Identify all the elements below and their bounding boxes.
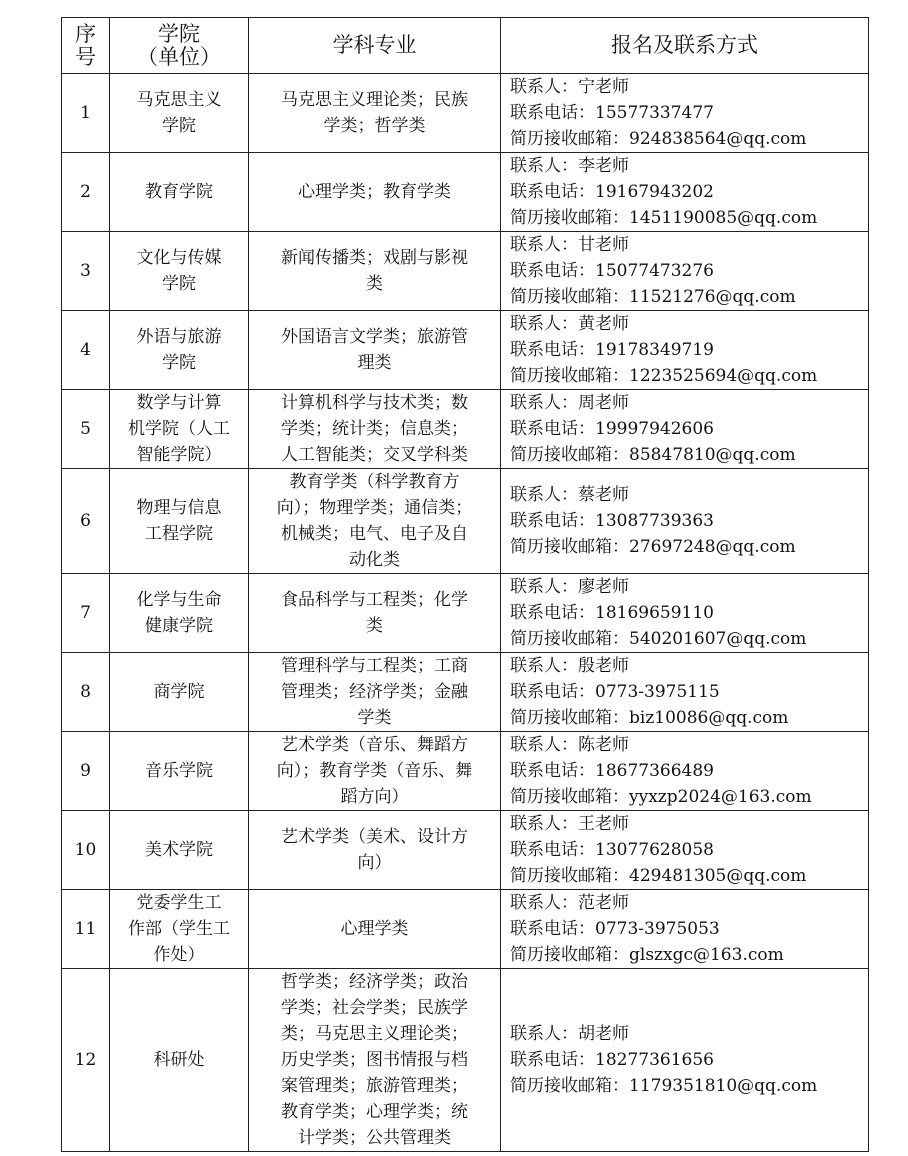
college-line: 健康学院 (145, 616, 213, 636)
contact-cell (501, 890, 869, 969)
contact-line: 联系人：李老师 (510, 156, 629, 176)
contact-line: 简历接收邮箱：85847810@qq.com (510, 445, 796, 465)
contact-line: 联系人：宁老师 (510, 77, 629, 97)
major-line: 外国语言文学类；旅游管 (281, 327, 468, 347)
row-number: 9 (62, 732, 110, 811)
major-line: 人工智能类；交叉学科类 (281, 445, 468, 465)
college-line: 作部（学生工 (128, 919, 230, 939)
major-line: 管理类；经济学类；金融 (281, 682, 468, 702)
college-line: 文化与传媒 (136, 248, 222, 268)
major-line: 学类；哲学类 (323, 116, 426, 136)
college-line: 学院 (162, 274, 196, 294)
row-number: 7 (62, 574, 110, 653)
contact-line: 联系人：胡老师 (510, 1024, 629, 1044)
table-row (62, 890, 869, 969)
college-cell (110, 232, 249, 311)
college-cell (110, 390, 249, 469)
major-line: 艺术学类（音乐、舞蹈方 (281, 735, 468, 755)
college-cell (110, 469, 249, 574)
major-cell (249, 574, 501, 653)
college-cell (110, 311, 249, 390)
header-college-line: （单位） (137, 44, 221, 69)
major-line: 学类；统计类；信息类； (281, 419, 468, 439)
contact-line: 联系电话：18277361656 (510, 1050, 714, 1070)
row-number: 4 (62, 311, 110, 390)
major-cell (249, 969, 501, 1152)
major-line: 心理学类；教育学类 (298, 182, 451, 202)
contact-line: 简历接收邮箱：924838564@qq.com (510, 129, 807, 149)
major-cell (249, 232, 501, 311)
major-line: 计算机科学与技术类；数 (281, 393, 468, 413)
major-line: 向）；教育学类（音乐、舞 (276, 761, 473, 781)
college-cell (110, 732, 249, 811)
major-line: 理类 (357, 353, 392, 373)
major-cell (249, 811, 501, 890)
contact-line: 联系电话：15077473276 (510, 261, 714, 281)
contact-line: 简历接收邮箱：glszxgc@163.com (510, 945, 784, 965)
contact-line: 联系人：范老师 (510, 893, 629, 913)
major-line: 案管理类；旅游管理类； (281, 1076, 468, 1096)
major-line: 食品科学与工程类；化学 (281, 590, 468, 610)
college-line: 科研处 (153, 1050, 205, 1070)
contact-line: 简历接收邮箱：1223525694@qq.com (510, 366, 818, 386)
contact-line: 联系人：蔡老师 (510, 485, 629, 505)
header-contact: 报名及联系方式 (501, 18, 869, 74)
header-major: 学科专业 (249, 18, 501, 74)
college-cell (110, 890, 249, 969)
contact-line: 联系电话：19178349719 (510, 340, 714, 360)
major-cell (249, 74, 501, 153)
major-cell (249, 390, 501, 469)
major-line: 管理科学与工程类；工商 (281, 656, 468, 676)
contact-line: 联系电话：15577337477 (510, 103, 714, 123)
major-cell (249, 653, 501, 732)
major-cell (249, 153, 501, 232)
row-number: 11 (62, 890, 110, 969)
contact-cell (501, 811, 869, 890)
header-row (62, 18, 869, 74)
college-cell (110, 74, 249, 153)
contact-cell (501, 732, 869, 811)
major-line: 蹈方向） (340, 787, 409, 807)
major-cell (249, 890, 501, 969)
contact-line: 简历接收邮箱：1179351810@qq.com (510, 1076, 818, 1096)
contact-cell (501, 653, 869, 732)
row-number: 3 (62, 232, 110, 311)
row-number: 8 (62, 653, 110, 732)
college-line: 马克思主义 (136, 90, 222, 110)
row-number: 12 (62, 969, 110, 1152)
major-cell (249, 732, 501, 811)
contact-line: 简历接收邮箱：yyxzp2024@163.com (510, 787, 812, 807)
college-line: 数学与计算 (136, 393, 222, 413)
contact-line: 简历接收邮箱：429481305@qq.com (510, 866, 807, 886)
contact-line: 简历接收邮箱：biz10086@qq.com (510, 708, 789, 728)
table-row (62, 232, 869, 311)
major-line: 马克思主义理论类；民族 (281, 90, 468, 110)
contact-line: 联系电话：19997942606 (510, 419, 714, 439)
table-row (62, 653, 869, 732)
major-line: 计学类；公共管理类 (298, 1128, 451, 1148)
college-line: 学院 (162, 116, 196, 136)
contact-cell (501, 574, 869, 653)
contact-line: 联系电话：13087739363 (510, 511, 714, 531)
college-cell (110, 811, 249, 890)
major-line: 动化类 (349, 550, 400, 570)
contact-cell (501, 74, 869, 153)
contact-cell (501, 390, 869, 469)
college-cell (110, 574, 249, 653)
major-line: 教育学类；心理学类；统 (281, 1102, 468, 1122)
major-line: 艺术学类（美术、设计方 (281, 827, 468, 847)
table-row (62, 390, 869, 469)
contact-cell (501, 153, 869, 232)
table-row (62, 969, 869, 1152)
college-line: 商学院 (153, 682, 205, 702)
contact-cell (501, 232, 869, 311)
college-line: 外语与旅游 (136, 327, 222, 347)
table-row (62, 732, 869, 811)
row-number: 6 (62, 469, 110, 574)
contact-line: 联系人：陈老师 (510, 735, 629, 755)
table-row (62, 469, 869, 574)
contact-line: 联系人：廖老师 (510, 577, 629, 597)
major-line: 哲学类；经济学类；政治 (281, 972, 468, 992)
major-line: 向）；物理学类；通信类； (276, 498, 473, 518)
contact-line: 联系人：黄老师 (510, 314, 629, 334)
contact-line: 联系人：王老师 (510, 814, 629, 834)
table-body (62, 74, 869, 1152)
college-line: 音乐学院 (145, 761, 213, 781)
table-row (62, 811, 869, 890)
recruitment-table (61, 17, 869, 1152)
contact-line: 联系电话：0773-3975115 (510, 682, 720, 702)
header-college (110, 18, 249, 74)
college-line: 化学与生命 (136, 590, 222, 610)
contact-line: 简历接收邮箱：27697248@qq.com (510, 537, 796, 557)
header-no (62, 18, 110, 74)
major-line: 向） (357, 853, 392, 873)
row-number: 10 (62, 811, 110, 890)
contact-line: 简历接收邮箱：1451190085@qq.com (510, 208, 818, 228)
college-cell (110, 153, 249, 232)
contact-line: 联系电话：19167943202 (510, 182, 714, 202)
header-no-line: 号 (75, 44, 96, 69)
college-line: 学院 (162, 353, 196, 373)
major-line: 新闻传播类；戏剧与影视 (281, 248, 468, 268)
major-line: 类；马克思主义理论类； (281, 1024, 468, 1044)
table-row (62, 311, 869, 390)
contact-cell (501, 311, 869, 390)
contact-line: 简历接收邮箱：11521276@qq.com (510, 287, 796, 307)
major-line: 机械类；电气、电子及自 (281, 524, 468, 544)
table-row (62, 574, 869, 653)
major-line: 学类 (357, 708, 392, 728)
contact-line: 联系人：甘老师 (510, 235, 629, 255)
college-line: 工程学院 (145, 524, 213, 544)
contact-line: 联系电话：13077628058 (510, 840, 714, 860)
major-cell (249, 469, 501, 574)
contact-cell (501, 469, 869, 574)
college-cell (110, 969, 249, 1152)
major-line: 教育学类（科学教育方 (289, 472, 460, 492)
contact-line: 联系人：周老师 (510, 393, 629, 413)
college-line: 作处） (153, 945, 205, 965)
major-cell (249, 311, 501, 390)
table-row (62, 74, 869, 153)
contact-line: 联系电话：18169659110 (510, 603, 714, 623)
major-line: 学类；社会学类；民族学 (281, 998, 468, 1018)
table-row (62, 153, 869, 232)
contact-line: 联系电话：18677366489 (510, 761, 714, 781)
header-college-line: 学院 (158, 21, 200, 46)
college-cell (110, 653, 249, 732)
row-number: 5 (62, 390, 110, 469)
major-line: 心理学类 (340, 919, 409, 939)
college-line: 机学院（人工 (128, 419, 230, 439)
major-line: 类 (366, 274, 383, 294)
college-line: 党委学生工 (136, 893, 222, 913)
major-line: 类 (366, 616, 383, 636)
header-no-line: 序 (75, 21, 96, 46)
college-line: 物理与信息 (136, 498, 222, 518)
contact-line: 联系电话：0773-3975053 (510, 919, 720, 939)
contact-cell (501, 969, 869, 1152)
row-number: 1 (62, 74, 110, 153)
row-number: 2 (62, 153, 110, 232)
contact-line: 简历接收邮箱：540201607@qq.com (510, 629, 807, 649)
college-line: 智能学院） (136, 445, 222, 465)
contact-line: 联系人：殷老师 (510, 656, 629, 676)
major-line: 历史学类；图书情报与档 (281, 1050, 468, 1070)
college-line: 教育学院 (145, 182, 213, 202)
college-line: 美术学院 (145, 840, 213, 860)
